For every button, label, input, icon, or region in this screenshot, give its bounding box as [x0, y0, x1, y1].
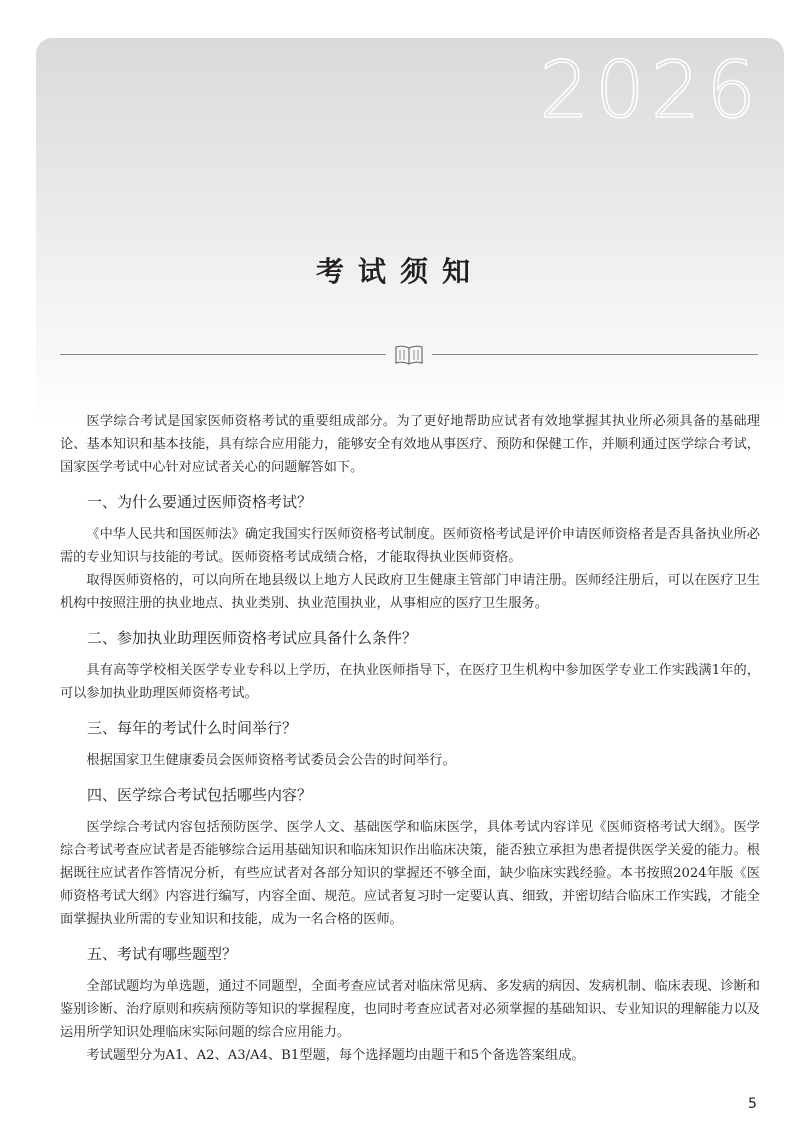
section-paragraph: 全部试题均为单选题，通过不同题型，全面考查应试者对临床常见病、多发病的病因、发病机制、临床表现、诊断和鉴别诊断、治疗原则和疾病预防等知识的掌握程度，也同时考查应试者对必须掌握的基础知识、专业知识的理解能力以及运用所学知识处理临床实际问题的综合应用能力。 — [60, 979, 760, 1040]
section-paragraph: 取得医师资格的，可以向所在地县级以上地方人民政府卫生健康主管部门申请注册。医师经注册后，可以在医疗卫生机构中按照注册的执业地点、执业类别、执业范围执业，从事相应的医疗卫生服务。 — [60, 573, 760, 611]
open-book-icon — [394, 344, 424, 366]
section-title: 四、医学综合考试包括哪些内容？ — [87, 786, 313, 804]
section-paragraph: 医学综合考试内容包括预防医学、医学人文、基础医学和临床医学，具体考试内容详见《医师资格考试大纲》。医学综合考试考查应试者是否能够综合运用基础知识和临床知识作出临床决策，能否独立承担为患者提供医学关爱的能力。根据既往应试者作答情况分析，有些应试者对各部分知识的掌握还不够全面，缺少临床实践经验。本书按照2024年版《医师资格考试大纲》内容进行编写，内容全面、规范。应试者复习时一定要认真、细致，并密切结合临床工作实践，才能全面掌握执业所需的专业知识和技能，成为一名合格的医师。 — [60, 820, 760, 927]
page-number: 5 — [748, 1096, 757, 1112]
section-paragraph: 考试题型分为A1、A2、A3/A4、B1型题，每个选择题均由题干和5个备选答案组成。 — [86, 1048, 585, 1063]
divider-right — [432, 354, 758, 355]
page-content — [60, 410, 760, 1067]
section-title: 五、考试有哪些题型？ — [87, 945, 238, 963]
header-band — [36, 38, 784, 428]
section-paragraph: 《中华人民共和国医师法》确定我国实行医师资格考试制度。医师资格考试是评价申请医师资格者是否具备执业所必需的专业知识与技能的考试。医师资格考试成绩合格，才能取得执业医师资格。 — [60, 527, 760, 565]
section-title: 三、每年的考试什么时间举行？ — [87, 719, 298, 737]
year-watermark: 2026 — [539, 46, 762, 136]
section-title: 一、为什么要通过医师资格考试？ — [87, 493, 313, 511]
page-title: 考试须知 — [315, 255, 484, 288]
intro-paragraph: 医学综合考试是国家医师资格考试的重要组成部分。为了更好地帮助应试者有效地掌握其执业所必须具备的基础理论、基本知识和基本技能，具有综合应用能力，能够安全有效地从事医疗、预防和保健工作，并顺利通过医学综合考试，国家医学考试中心针对应试者关心的问题解答如下。 — [60, 414, 760, 475]
section-title: 二、参加执业助理医师资格考试应具备什么条件？ — [87, 629, 418, 647]
divider-left — [60, 354, 386, 355]
section-paragraph: 具有高等学校相关医学专业专科以上学历，在执业医师指导下，在医疗卫生机构中参加医学专业工作实践满1年的，可以参加执业助理医师资格考试。 — [60, 663, 760, 701]
section-paragraph: 根据国家卫生健康委员会医师资格考试委员会公告的时间举行。 — [86, 753, 456, 768]
